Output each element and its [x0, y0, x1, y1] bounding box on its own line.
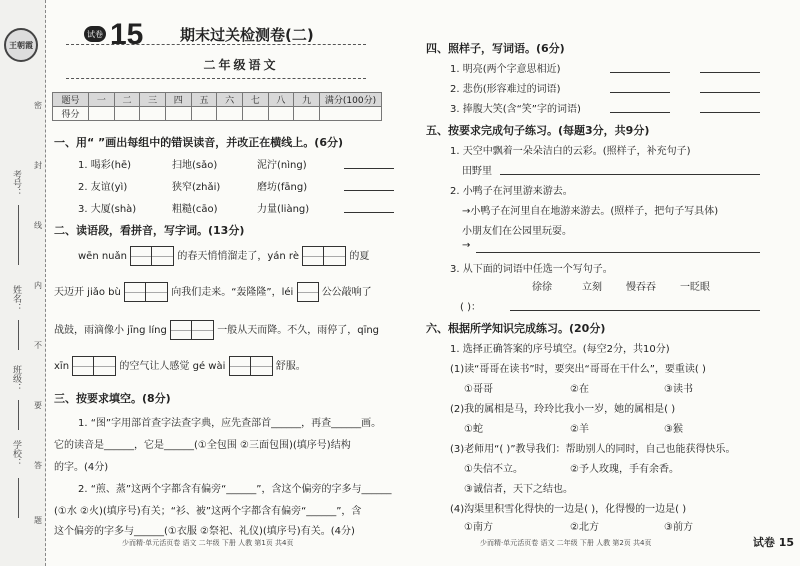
exam-header	[52, 0, 397, 80]
s6-text: (4)沟渠里积雪化得快的一边是( )，化得慢的一边是( )	[450, 504, 687, 515]
s3-text: 它的读音是______，它是______(①全包围 ②三面包围)(填序号)结构	[54, 440, 351, 451]
class-label: 班级：	[11, 365, 21, 392]
s6-option: ①哥哥	[464, 384, 493, 395]
score-input[interactable]	[242, 107, 268, 121]
publisher-logo: 王朝霞	[4, 28, 38, 62]
score-header-row	[53, 93, 382, 107]
s3-text: (①水 ②火)(填序号)有关；“衫、被”这两个字都含有偏旁“______”，含	[54, 506, 362, 517]
seal-char: 题	[34, 516, 42, 525]
s4-item: 1. 明亮(两个字意思相近)	[450, 64, 561, 75]
tianzige-box[interactable]	[192, 320, 214, 340]
score-input[interactable]	[268, 107, 294, 121]
s1-item: 1. 喝彩(hē)	[78, 160, 132, 171]
s1-answer-line[interactable]	[344, 168, 394, 169]
tianzige-box[interactable]	[297, 282, 319, 302]
score-input[interactable]	[165, 107, 191, 121]
score-cell: 四	[165, 93, 191, 107]
score-row-label: 得分	[53, 107, 89, 121]
s2-text: 天迈开 jiǎo bù	[54, 287, 121, 298]
s2-text: 的春天悄悄溜走了，yán rè	[177, 251, 299, 262]
s5-text: ( )：	[460, 302, 481, 313]
s6-option: ②予人玫瑰，手有余香。	[570, 464, 679, 475]
score-cell: 满分(100分)	[320, 93, 382, 107]
s5-answer-line[interactable]	[476, 252, 760, 253]
exam-number-label: 考号：	[11, 170, 21, 197]
seal-char: 线	[34, 221, 42, 230]
footer-left: 少而精·单元活页卷 语文 二年级 下册 人教 第1页 共4页	[122, 539, 294, 547]
s6-option: ②北方	[570, 522, 599, 533]
section-1-title: 一、用“ ”画出每组中的错误读音，并改正在横线上。(6分)	[54, 136, 343, 149]
s5-text: 3. 从下面的词语中任选一个写句子。	[450, 264, 613, 275]
s6-option: ②羊	[570, 424, 589, 435]
exam-subtitle: 二年级语文	[203, 58, 279, 72]
s5-answer-line[interactable]	[500, 174, 760, 175]
seal-char: 封	[34, 161, 42, 170]
footer-right: 少而精·单元活页卷 语文 二年级 下册 人教 第2页 共4页	[480, 539, 652, 547]
s1-item: 粗糙(cāo)	[172, 204, 218, 215]
s5-text: 小朋友们在公园里玩耍。	[462, 226, 572, 237]
tianzige-box[interactable]	[124, 282, 146, 302]
score-cell: 五	[191, 93, 217, 107]
s5-text: →	[462, 240, 471, 251]
score-cell: 二	[114, 93, 140, 107]
s5-word: 立刻	[582, 282, 602, 293]
s6-option: ③前方	[664, 522, 693, 533]
name-label: 姓名：	[11, 285, 21, 312]
s1-item: 扫地(sǎo)	[172, 160, 218, 171]
s2-text: 一般从天而降。不久，雨停了，qīng	[217, 325, 380, 336]
score-cell: 七	[242, 93, 268, 107]
score-input[interactable]	[89, 107, 115, 121]
tianzige-box[interactable]	[324, 246, 346, 266]
score-cell: 一	[89, 93, 115, 107]
s3-text: 这个偏旁的字多与______(①衣服 ②祭祀、礼仪)(填序号)有关。(4分)	[54, 526, 355, 537]
s2-text: wēn nuǎn	[78, 251, 127, 262]
s4-answer-line[interactable]	[700, 112, 760, 113]
s5-word: 一眨眼	[680, 282, 710, 293]
s1-item: 3. 大厦(shà)	[78, 204, 137, 215]
seal-char: 密	[34, 101, 42, 110]
s5-text: 2. 小鸭子在河里游来游去。	[450, 186, 573, 197]
score-input[interactable]	[114, 107, 140, 121]
tianzige-box[interactable]	[94, 356, 116, 376]
s5-word: 徐徐	[532, 282, 552, 293]
tianzige-box[interactable]	[251, 356, 273, 376]
exam-number-line	[18, 205, 19, 265]
right-column	[420, 0, 790, 566]
s1-item: 泥泞(nìng)	[257, 160, 307, 171]
s5-word: 慢吞吞	[626, 282, 656, 293]
school-line	[18, 478, 19, 518]
score-cell: 九	[294, 93, 320, 107]
s5-answer-line[interactable]	[510, 310, 760, 311]
score-input[interactable]	[217, 107, 243, 121]
s2-text: 战鼓，雨滴像小 jīng líng	[54, 325, 167, 336]
s4-answer-line[interactable]	[700, 72, 760, 73]
s4-item: 2. 悲伤(形容难过的词语)	[450, 84, 561, 95]
section-4-title: 四、照样子，写词语。(6分)	[426, 42, 565, 55]
s2-text: 的空气让人感觉 gé wài	[119, 361, 226, 372]
s1-item: 2. 友谊(yì)	[78, 182, 128, 193]
page-tag: 试卷 15	[752, 536, 794, 549]
tianzige-box[interactable]	[302, 246, 324, 266]
binding-strip	[0, 0, 46, 566]
s1-answer-line[interactable]	[344, 190, 394, 191]
score-value-row	[53, 107, 382, 121]
score-cell: 题号	[53, 93, 89, 107]
s2-line-2	[54, 282, 372, 302]
s1-answer-line[interactable]	[344, 212, 394, 213]
s4-answer-line[interactable]	[700, 92, 760, 93]
s2-line-1	[78, 246, 369, 266]
seal-char: 内	[34, 281, 42, 290]
s5-text: 1. 天空中飘着一朵朵洁白的云彩。(照样子，补充句子)	[450, 146, 691, 157]
s4-answer-line[interactable]	[610, 72, 670, 73]
tianzige-box[interactable]	[72, 356, 94, 376]
seal-char: 不	[34, 341, 42, 350]
s2-line-3	[54, 320, 379, 340]
tianzige-box[interactable]	[229, 356, 251, 376]
s6-text: (2)我的属相是马，玲玲比我小一岁，她的属相是( )	[450, 404, 676, 415]
tianzige-box[interactable]	[152, 246, 174, 266]
s4-item: 3. 捧腹大笑(含“笑”字的词语)	[450, 104, 581, 115]
s6-option: ③读书	[664, 384, 693, 395]
section-2-title: 二、读语段，看拼音，写字词。(13分)	[54, 224, 245, 237]
section-6-title: 六、根据所学知识完成练习。(20分)	[426, 322, 606, 335]
score-input[interactable]	[320, 107, 382, 121]
s1-item: 磨坊(fāng)	[257, 182, 308, 193]
seal-char: 答	[34, 461, 42, 470]
s6-option: ①南方	[464, 522, 493, 533]
school-label: 学校：	[11, 440, 21, 467]
s1-item: 狭窄(zhǎi)	[172, 182, 221, 193]
left-column	[52, 0, 397, 566]
tianzige-box[interactable]	[130, 246, 152, 266]
s6-text: (3)老师用“( )”教导我们：帮助别人的同时，自己也能获得快乐。	[450, 444, 736, 455]
s3-text: 2. “煎、蒸”这两个字都含有偏旁“______”，含这个偏旁的字多与______	[78, 484, 392, 495]
s2-text: xīn	[54, 361, 70, 372]
s2-text: 公公敲响了	[321, 287, 372, 298]
section-5-title: 五、按要求完成句子练习。(每题3分，共9分)	[426, 124, 650, 137]
score-input[interactable]	[191, 107, 217, 121]
score-input[interactable]	[294, 107, 320, 121]
s6-option: ③猴	[664, 424, 683, 435]
section-3-title: 三、按要求填空。(8分)	[54, 392, 171, 405]
tianzige-box[interactable]	[146, 282, 168, 302]
s6-option: ①失信不立。	[464, 464, 523, 475]
score-input[interactable]	[140, 107, 166, 121]
s5-text: →小鸭子在河里自在地游来游去。(照样子，把句子写具体)	[462, 206, 719, 217]
s2-text: 舒服。	[275, 361, 306, 372]
s6-option: ③诚信者，天下之结也。	[464, 484, 573, 495]
s6-text: 1. 选择正确答案的序号填空。(每空2分，共10分)	[450, 344, 670, 355]
seal-char: 要	[34, 401, 42, 410]
score-cell: 六	[217, 93, 243, 107]
score-cell: 三	[140, 93, 166, 107]
s2-line-4	[54, 356, 306, 376]
class-line	[18, 400, 19, 430]
s2-text: 向我们走来。“轰隆隆”，léi	[171, 287, 294, 298]
score-cell: 八	[268, 93, 294, 107]
s6-option: ①蛇	[464, 424, 483, 435]
name-line	[18, 320, 19, 350]
s5-text: 田野里	[462, 166, 492, 177]
s3-text: 的字。(4分)	[54, 462, 109, 473]
score-table	[52, 92, 382, 121]
exam-title: 期末过关检测卷(二)	[180, 26, 314, 44]
s6-option: ②在	[570, 384, 589, 395]
exam-number: 15	[110, 18, 144, 51]
s1-item: 力量(liàng)	[257, 204, 310, 215]
s4-answer-line[interactable]	[610, 112, 670, 113]
s4-answer-line[interactable]	[610, 92, 670, 93]
s3-text: 1. “图”字用部首查字法查字典，应先查部首______，再查______画。	[78, 418, 382, 429]
exam-badge: 试卷	[84, 26, 106, 42]
s6-text: (1)读“哥哥在读书”时，要突出“哥哥在干什么”，要重读( )	[450, 364, 706, 375]
header-dash-bottom	[66, 78, 366, 79]
tianzige-box[interactable]	[170, 320, 192, 340]
s2-text: 的夏	[349, 251, 370, 262]
